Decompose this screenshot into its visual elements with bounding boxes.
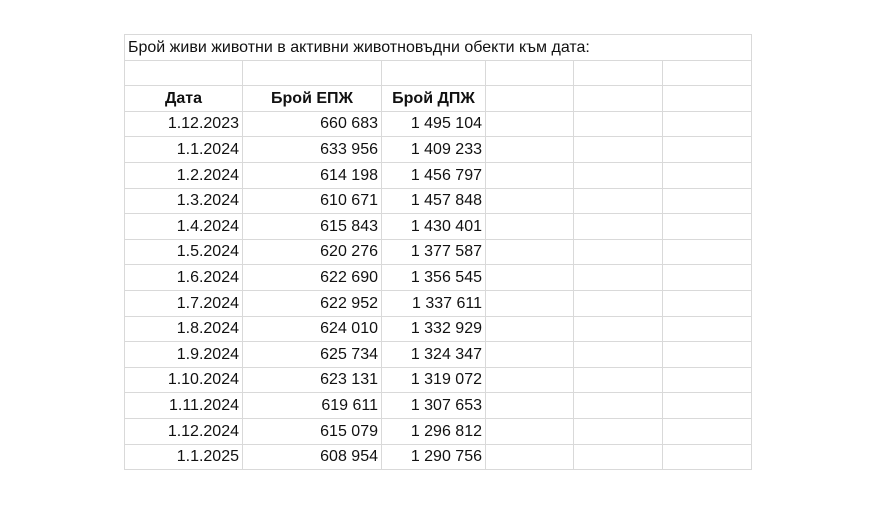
cell-dpzh[interactable]: 1 319 072 <box>382 367 486 393</box>
sheet-title: Брой живи животни в активни животновъдни обекти към дата: <box>128 38 590 56</box>
empty-cell[interactable] <box>663 35 752 61</box>
empty-cell[interactable] <box>125 60 243 86</box>
cell-date[interactable]: 1.1.2024 <box>125 137 243 163</box>
empty-cell[interactable] <box>574 342 663 368</box>
empty-cell[interactable] <box>486 86 574 112</box>
cell-dpzh[interactable]: 1 307 653 <box>382 393 486 419</box>
empty-cell[interactable] <box>663 290 752 316</box>
table-row <box>125 393 752 419</box>
cell-epzh[interactable]: 622 690 <box>243 265 382 291</box>
table-row <box>125 188 752 214</box>
cell-dpzh[interactable]: 1 377 587 <box>382 239 486 265</box>
cell-dpzh[interactable]: 1 337 611 <box>382 290 486 316</box>
cell-dpzh[interactable]: 1 430 401 <box>382 214 486 240</box>
table-row <box>125 444 752 470</box>
empty-cell[interactable] <box>486 60 574 86</box>
empty-row <box>125 60 752 86</box>
empty-cell[interactable] <box>663 444 752 470</box>
cell-date[interactable]: 1.1.2025 <box>125 444 243 470</box>
empty-cell[interactable] <box>486 162 574 188</box>
empty-cell[interactable] <box>574 214 663 240</box>
cell-date[interactable]: 1.4.2024 <box>125 214 243 240</box>
cell-dpzh[interactable]: 1 409 233 <box>382 137 486 163</box>
table-row <box>125 290 752 316</box>
cell-dpzh[interactable]: 1 332 929 <box>382 316 486 342</box>
table-row <box>125 239 752 265</box>
empty-cell[interactable] <box>663 162 752 188</box>
empty-cell[interactable] <box>574 86 663 112</box>
empty-cell[interactable] <box>486 393 574 419</box>
empty-cell[interactable] <box>486 444 574 470</box>
empty-cell[interactable] <box>663 111 752 137</box>
cell-date[interactable]: 1.9.2024 <box>125 342 243 368</box>
cell-date[interactable]: 1.12.2024 <box>125 418 243 444</box>
cell-date[interactable]: 1.7.2024 <box>125 290 243 316</box>
empty-cell[interactable] <box>574 367 663 393</box>
cell-epzh[interactable]: 615 843 <box>243 214 382 240</box>
cell-date[interactable]: 1.11.2024 <box>125 393 243 419</box>
cell-date[interactable]: 1.12.2023 <box>125 111 243 137</box>
empty-cell[interactable] <box>574 418 663 444</box>
empty-cell[interactable] <box>574 188 663 214</box>
empty-cell[interactable] <box>663 342 752 368</box>
title-row <box>125 35 752 61</box>
cell-dpzh[interactable]: 1 290 756 <box>382 444 486 470</box>
empty-cell[interactable] <box>486 137 574 163</box>
empty-cell[interactable] <box>574 137 663 163</box>
empty-cell[interactable] <box>574 393 663 419</box>
empty-cell[interactable] <box>486 316 574 342</box>
empty-cell[interactable] <box>382 60 486 86</box>
cell-dpzh[interactable]: 1 495 104 <box>382 111 486 137</box>
empty-cell[interactable] <box>663 393 752 419</box>
table-row <box>125 265 752 291</box>
empty-cell[interactable] <box>574 444 663 470</box>
cell-epzh[interactable]: 614 198 <box>243 162 382 188</box>
empty-cell[interactable] <box>574 316 663 342</box>
table-row <box>125 418 752 444</box>
cell-epzh[interactable]: 610 671 <box>243 188 382 214</box>
cell-date[interactable]: 1.6.2024 <box>125 265 243 291</box>
table-row <box>125 111 752 137</box>
empty-cell[interactable] <box>486 418 574 444</box>
empty-cell[interactable] <box>486 290 574 316</box>
cell-epzh[interactable]: 615 079 <box>243 418 382 444</box>
empty-cell[interactable] <box>663 418 752 444</box>
empty-cell[interactable] <box>663 367 752 393</box>
empty-cell[interactable] <box>486 239 574 265</box>
empty-cell[interactable] <box>663 239 752 265</box>
empty-cell[interactable] <box>574 111 663 137</box>
cell-epzh[interactable]: 620 276 <box>243 239 382 265</box>
cell-dpzh[interactable]: 1 456 797 <box>382 162 486 188</box>
empty-cell[interactable] <box>574 239 663 265</box>
empty-cell[interactable] <box>574 290 663 316</box>
table-row <box>125 214 752 240</box>
empty-cell[interactable] <box>486 265 574 291</box>
cell-epzh[interactable]: 625 734 <box>243 342 382 368</box>
header-row <box>125 86 752 112</box>
header-epzh[interactable]: Брой ЕПЖ <box>243 86 382 112</box>
cell-dpzh[interactable]: 1 457 848 <box>382 188 486 214</box>
empty-cell[interactable] <box>663 86 752 112</box>
empty-cell[interactable] <box>574 265 663 291</box>
empty-cell[interactable] <box>574 60 663 86</box>
cell-date[interactable]: 1.2.2024 <box>125 162 243 188</box>
empty-cell[interactable] <box>663 214 752 240</box>
empty-cell[interactable] <box>486 214 574 240</box>
cell-date[interactable]: 1.8.2024 <box>125 316 243 342</box>
header-dpzh[interactable]: Брой ДПЖ <box>382 86 486 112</box>
empty-cell[interactable] <box>663 137 752 163</box>
cell-dpzh[interactable]: 1 324 347 <box>382 342 486 368</box>
empty-cell[interactable] <box>663 316 752 342</box>
table-row <box>125 342 752 368</box>
cell-epzh[interactable]: 608 954 <box>243 444 382 470</box>
cell-date[interactable]: 1.3.2024 <box>125 188 243 214</box>
empty-cell[interactable] <box>663 60 752 86</box>
cell-epzh[interactable]: 660 683 <box>243 111 382 137</box>
empty-cell[interactable] <box>243 60 382 86</box>
cell-epzh[interactable]: 624 010 <box>243 316 382 342</box>
empty-cell[interactable] <box>486 188 574 214</box>
header-date[interactable]: Дата <box>125 86 243 112</box>
cell-epzh[interactable]: 633 956 <box>243 137 382 163</box>
cell-dpzh[interactable]: 1 296 812 <box>382 418 486 444</box>
empty-cell[interactable] <box>574 162 663 188</box>
table-row <box>125 137 752 163</box>
empty-cell[interactable] <box>663 188 752 214</box>
spreadsheet-table <box>124 34 752 470</box>
empty-cell[interactable] <box>486 342 574 368</box>
table-row <box>125 162 752 188</box>
table-row <box>125 316 752 342</box>
cell-epzh[interactable]: 623 131 <box>243 367 382 393</box>
cell-dpzh[interactable]: 1 356 545 <box>382 265 486 291</box>
spreadsheet-body <box>125 35 752 470</box>
cell-date[interactable]: 1.10.2024 <box>125 367 243 393</box>
cell-epzh[interactable]: 622 952 <box>243 290 382 316</box>
cell-date[interactable]: 1.5.2024 <box>125 239 243 265</box>
sheet-title-cell[interactable] <box>125 35 663 61</box>
empty-cell[interactable] <box>486 367 574 393</box>
table-row <box>125 367 752 393</box>
empty-cell[interactable] <box>486 111 574 137</box>
cell-epzh[interactable]: 619 611 <box>243 393 382 419</box>
empty-cell[interactable] <box>663 265 752 291</box>
